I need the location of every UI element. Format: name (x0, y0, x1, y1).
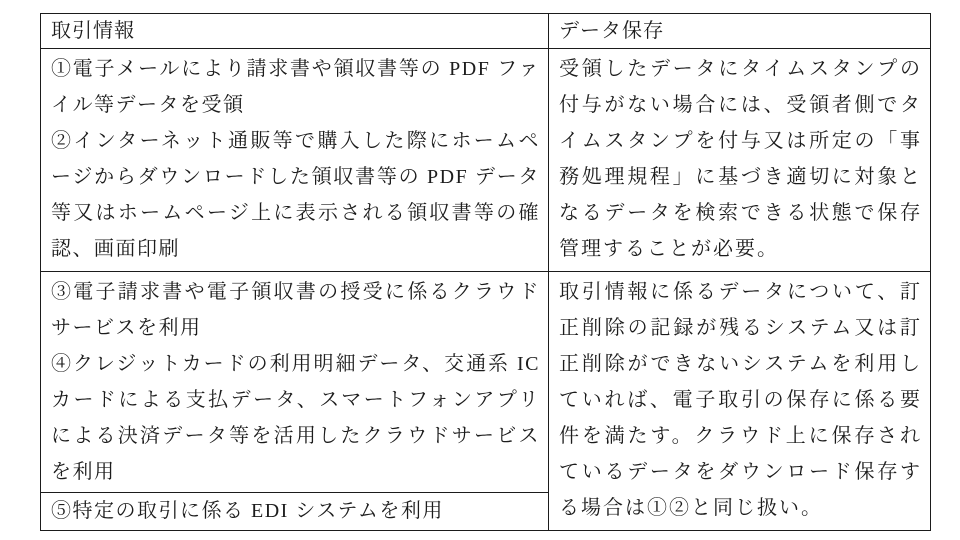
table-row (41, 49, 931, 272)
transaction-item-2: ②インターネット通販等で購入した際にホームページからダウンロードした領収書等の PDF データ等又はホームページ上に表示される領収書等の確認、画面印刷 (51, 130, 540, 260)
transaction-item-4: ④クレジットカードの利用明細データ、交通系 ICカードによる支払データ、スマートフォンアプリによる決済データ等を活用したクラウドサービスを利用 (51, 353, 540, 483)
table-header-row (41, 14, 931, 49)
transaction-item-1: ①電子メールにより請求書や領収書等の PDF ファイル等データを受領 (51, 58, 540, 116)
table-row (41, 272, 931, 493)
cell-storage-rule-1 (549, 49, 931, 272)
header-cell-data-storage: データ保存 (549, 14, 931, 49)
cell-storage-rule-2 (549, 272, 931, 531)
transaction-item-3: ③電子請求書や電子領収書の授受に係るクラウドサービスを利用 (51, 281, 540, 339)
cell-transaction-methods-1-2 (41, 49, 549, 272)
header-cell-transaction-info: 取引情報 (41, 14, 549, 49)
storage-rule-2-text: 取引情報に係るデータについて、訂正削除の記録が残るシステム又は訂正削除ができないシステムを利用していれば、電子取引の保存に係る要件を満たす。クラウド上に保存されているデータをダウンロード保存する場合は①②と同じ扱い。 (559, 281, 922, 519)
transaction-data-storage-table (40, 13, 931, 531)
storage-rule-1-text: 受領したデータにタイムスタンプの付与がない場合には、受領者側でタイムスタンプを付与又は所定の「事務処理規程」に基づき適切に対象となるデータを検索できる状態で保存管理することが必要。 (559, 58, 922, 260)
cell-transaction-methods-3-4 (41, 272, 549, 493)
cell-transaction-method-5 (41, 493, 549, 531)
transaction-item-5: ⑤特定の取引に係る EDI システムを利用 (51, 500, 444, 522)
